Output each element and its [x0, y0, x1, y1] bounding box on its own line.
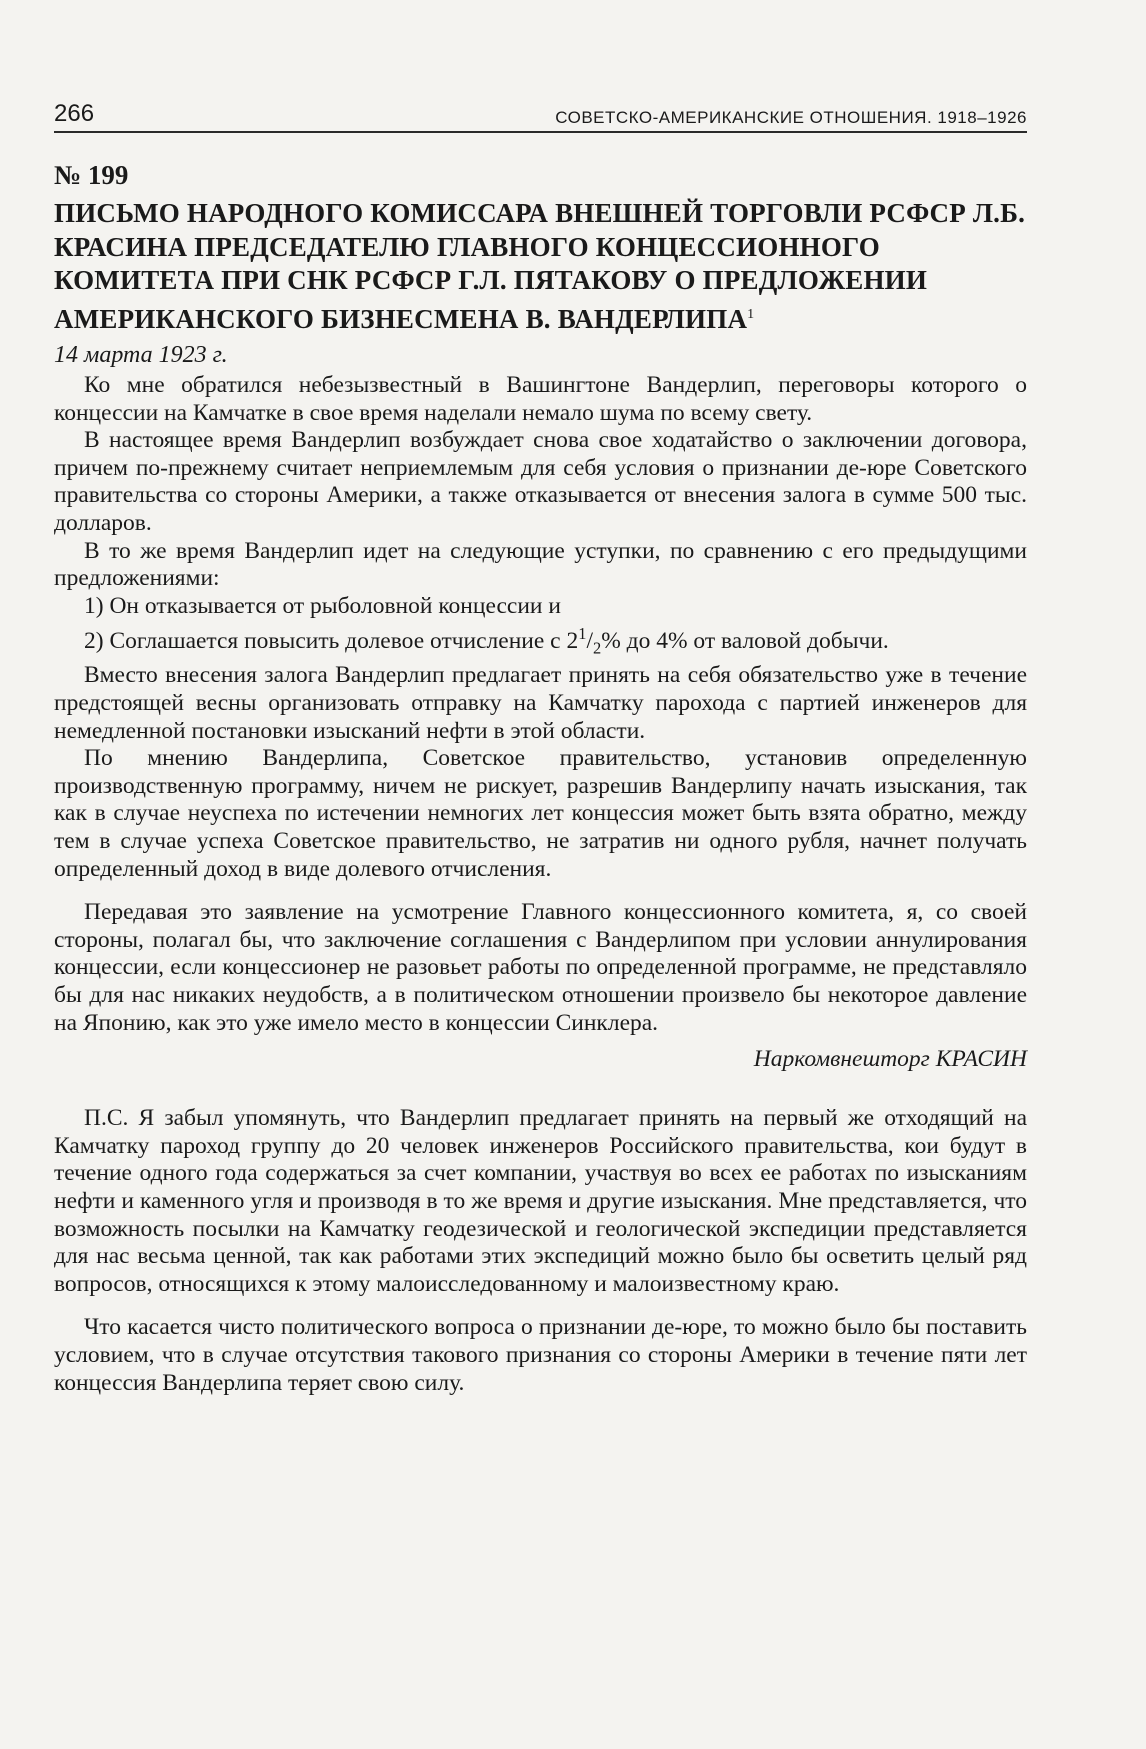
postscript-paragraph: П.С. Я забыл упомянуть, что Вандерлип предлагает принять на первый же отходящий на Камчатку пароход группу до 20 человек инженеров Российского правительства, кои будут в течение одного года содержаться за счет компании, участвуя во всех ее работах по изысканиям нефти и каменного угля и производя в то же время и другие изыскания. Мне представляется, что возможность посылки на Камчатку геодезической и геологической экспедиции представляется для нас весьма ценной, так как работами этих экспедиций можно было бы осветить целый ряд вопросов, относящихся к этому малоисследованному и малоизвестному краю. [54, 1105, 1027, 1297]
paragraph: По мнению Вандерлипа, Советское правительство, установив определенную производственную программу, ничем не рискует, разрешив Вандерлипу начать изыскания, так как в случае неуспеха по истечении немногих лет концессия может быть взята обратно, между тем в случае успеха Советское правительство, не затратив ни одного рубля, начнет получать определенный доход в виде долевого отчисления. [54, 745, 1027, 882]
list-item: 1) Он отказывается от рыболовной концессии и [84, 592, 561, 619]
footnote-marker: 1 [747, 306, 755, 322]
page-number: 266 [54, 100, 95, 127]
document-title [54, 197, 1027, 336]
letter-body [54, 372, 1027, 1037]
document-title-text: ПИСЬМО НАРОДНОГО КОМИССАРА ВНЕШНЕЙ ТОРГОВЛИ РСФСР Л.Б. КРАСИНА ПРЕДСЕДАТЕЛЮ ГЛАВНОГО КОНЦЕССИОННОГО КОМИТЕТА ПРИ СНК РСФСР Г.Л. ПЯТАКОВУ О ПРЕДЛОЖЕНИИ АМЕРИКАНСКОГО БИЗНЕСМЕНА В. ВАНДЕРЛИПА [54, 198, 1026, 334]
paragraph: В настоящее время Вандерлип возбуждает снова свое ходатайство о заключении договора, причем по-прежнему считает неприемлемым для себя условия о признании де-юре Советского правительства со стороны Америки, а также отказывается от внесения залога в сумме 500 тыс. долларов. [54, 427, 1027, 536]
paragraph: Ко мне обратился небезызвестный в Вашингтоне Вандерлип, переговоры которого о концессии на Камчатке в свое время наделали немало шума по всему свету. [54, 372, 1027, 426]
list-item: 2) Соглашается повысить долевое отчисление с $2^1/_2\%$ до 4% от валовой добычи. [84, 624, 889, 658]
paragraph: Передавая это заявление на усмотрение Главного концессионного комитета, я, со своей стороны, полагал бы, что заключение соглашения с Вандерлипом при условии аннулирования концессии, если концессионер не разовьет работы по определенной программе, не представляло бы для нас никаких неудобств, а в политическом отношении произвело бы некоторое давление на Японию, как это уже имело место в концессии Синклера. [54, 899, 1027, 1036]
signature: Наркомвнешторг КРАСИН [753, 1046, 1027, 1073]
book-title: СОВЕТСКО-АМЕРИКАНСКИЕ ОТНОШЕНИЯ. 1918–1926 [555, 108, 1027, 127]
document-number: № 199 [54, 160, 129, 190]
document-date: 14 марта 1923 г. [54, 342, 228, 368]
postscript [54, 1105, 1027, 1397]
running-header [54, 100, 1027, 133]
postscript-paragraph: Что касается чисто политического вопроса о признании де-юре, то можно было бы поставить условием, что в случае отсутствия такового признания со стороны Америки в течение пяти лет концессия Вандерлипа теряет свою силу. [54, 1314, 1027, 1396]
paragraph: Вместо внесения залога Вандерлип предлагает принять на себя обязательство уже в течение предстоящей весны организовать отправку на Камчатку парохода с партией инженеров для немедленной постановки изысканий нефти в этой области. [54, 662, 1027, 744]
paragraph: В то же время Вандерлип идет на следующие уступки, по сравнению с его предыдущими предложениями: [54, 537, 1027, 592]
